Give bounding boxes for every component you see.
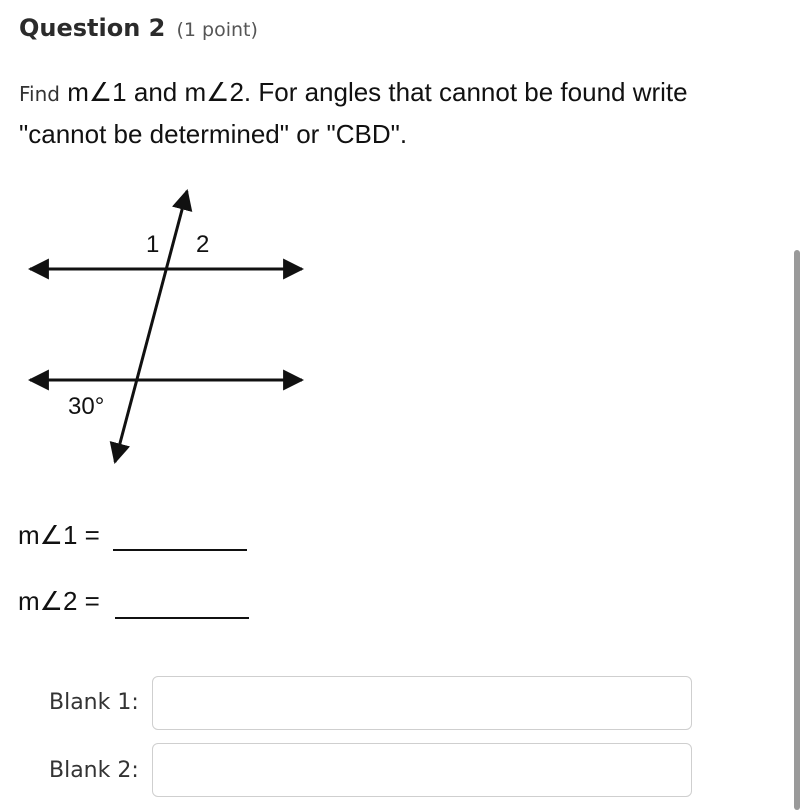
- prompt-line-2: "cannot be determined" or "CBD".: [19, 119, 408, 149]
- answer-line-2-underline: [115, 617, 249, 619]
- prompt-line-1: [19, 72, 779, 114]
- given-angle-label: 30°: [68, 393, 105, 420]
- prompt-line-1-text: m∠1 and m∠2. For angles that cannot be found write: [67, 77, 688, 107]
- parallel-lines-diagram: [20, 185, 320, 475]
- vertical-scrollbar[interactable]: [794, 250, 800, 810]
- answer-line-1-label: m∠1 =: [18, 520, 100, 550]
- angle-1-label: 1: [146, 231, 160, 258]
- angle-2-label: 2: [196, 231, 210, 258]
- answer-line-1-underline: [113, 549, 247, 551]
- prompt-find-word: Find: [19, 82, 60, 106]
- question-points: (1 point): [176, 19, 258, 41]
- blank-2-label: Blank 2:: [49, 758, 139, 783]
- question-header: [19, 14, 258, 42]
- blank-1-input[interactable]: [152, 676, 692, 730]
- blank-1-label: Blank 1:: [49, 690, 139, 715]
- question-title: Question 2: [19, 14, 166, 42]
- question-prompt: [19, 72, 779, 154]
- blank-2-input[interactable]: [152, 743, 692, 797]
- answer-line-2-label: m∠2 =: [18, 586, 100, 616]
